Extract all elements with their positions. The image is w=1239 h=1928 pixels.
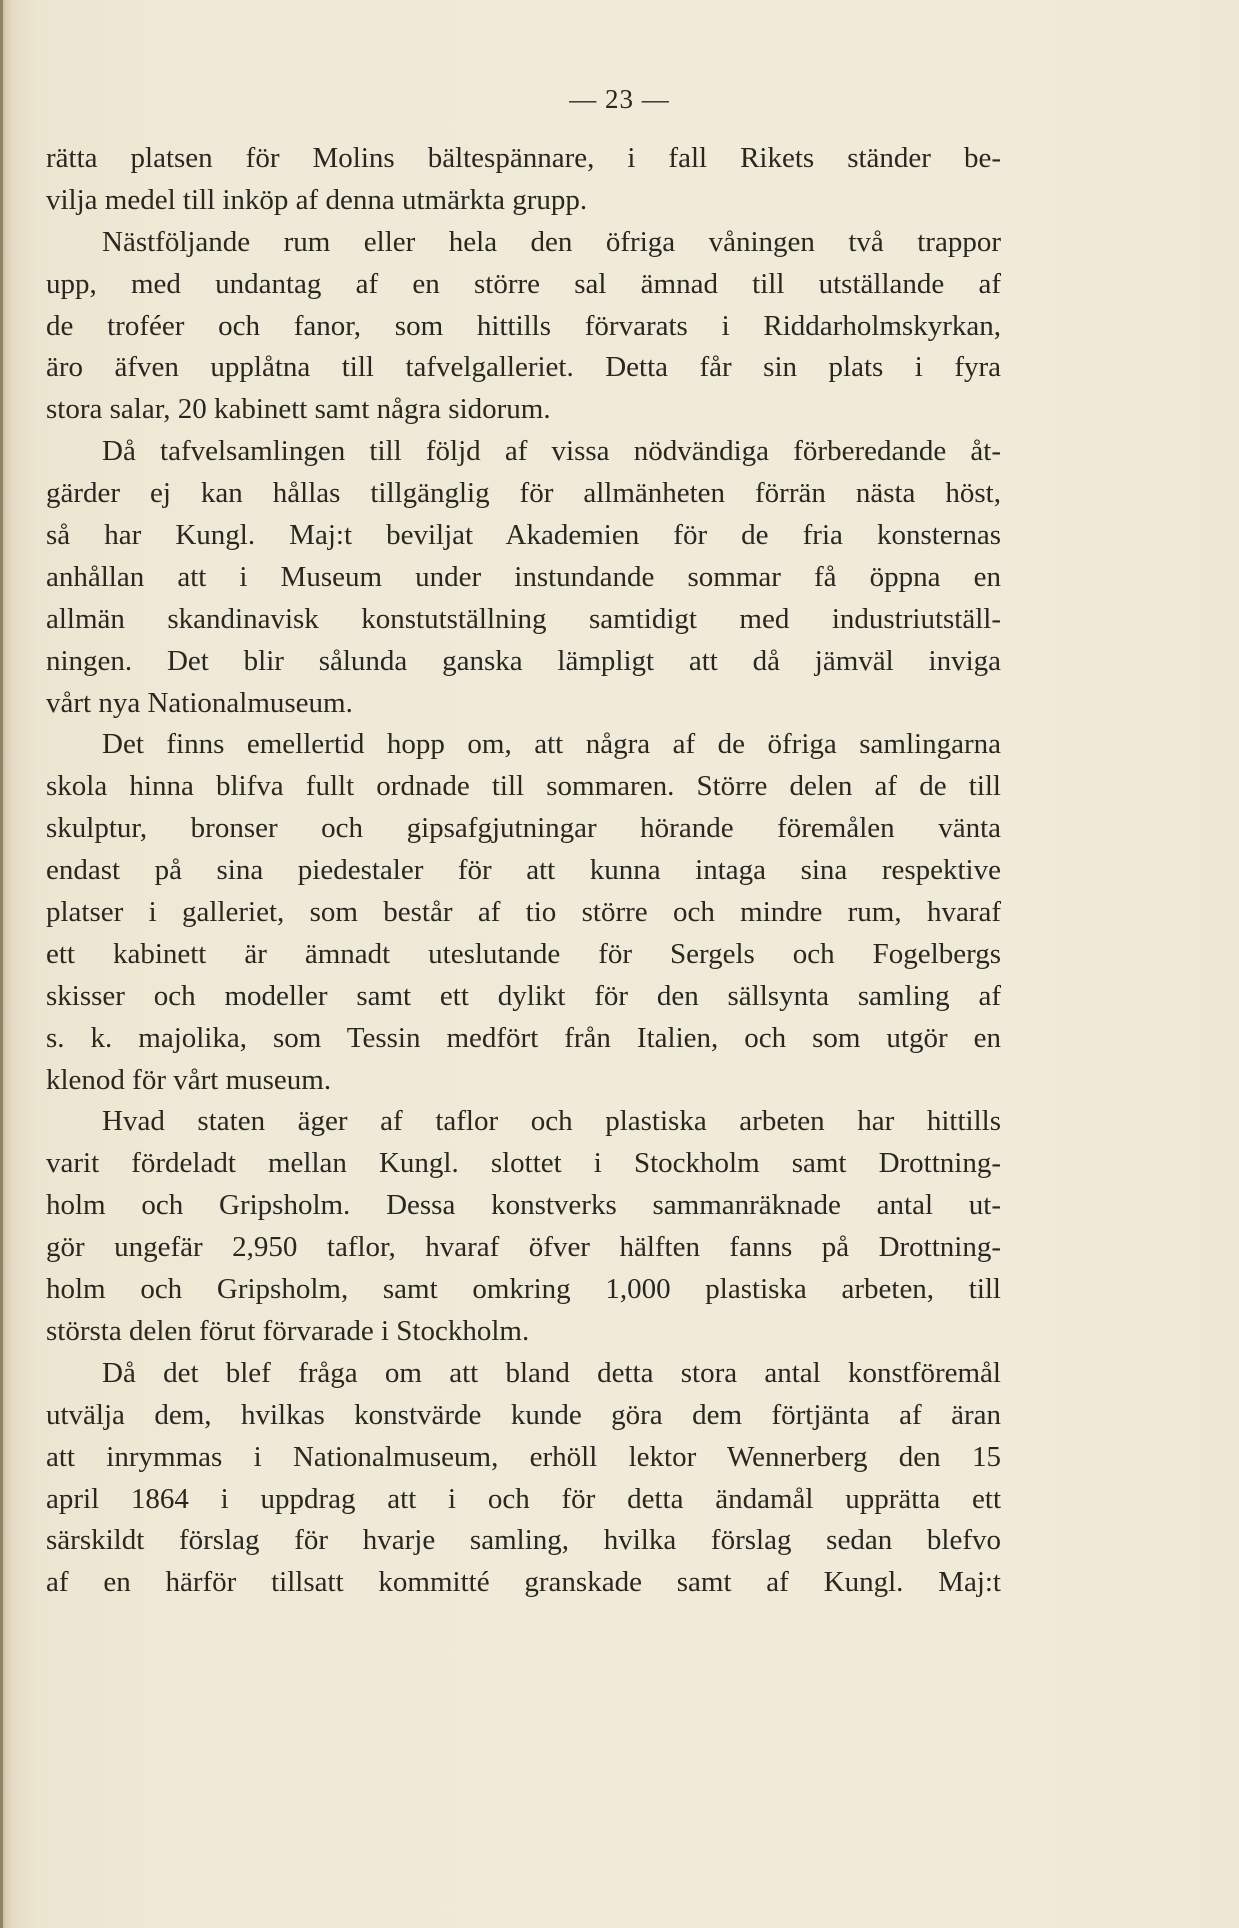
paragraph	[46, 1101, 1001, 1352]
text-line: holm och Gripsholm, samt omkring 1,000 plastiska arbeten, till	[46, 1273, 1001, 1306]
text-line: att inrymmas i Nationalmuseum, erhöll lektor Wennerberg den 15	[46, 1440, 1001, 1473]
text-line: Då tafvelsamlingen till följd af vissa nödvändiga förberedande åt-	[102, 435, 1001, 468]
text-line: holm och Gripsholm. Dessa konstverks sammanräknade antal ut-	[46, 1189, 1001, 1222]
text-line: endast på sina piedestaler för att kunna intaga sina respektive	[46, 854, 1001, 887]
text-line: rätta platsen för Molins bältespännare, i fall Rikets ständer be-	[46, 142, 1001, 174]
text-line: Det finns emellertid hopp om, att några af de öfriga samlingarna	[102, 728, 1001, 761]
text-line: de troféer och fanor, som hittills förvarats i Riddarholmskyrkan,	[46, 309, 1001, 342]
text-line: Då det blef fråga om att bland detta stora antal konstföremål	[102, 1356, 1001, 1389]
text-line: gör ungefär 2,950 taflor, hvaraf öfver hälften fanns på Drottning-	[46, 1231, 1001, 1264]
text-line: ett kabinett är ämnadt uteslutande för Sergels och Fogelbergs	[46, 937, 1001, 970]
text-line: af en härför tillsatt kommitté granskade samt af Kungl. Maj:t	[46, 1566, 1001, 1599]
text-line: skisser och modeller samt ett dylikt för den sällsynta samling af	[46, 979, 1001, 1012]
text-line: allmän skandinavisk konstutställning samtidigt med industriutställ-	[46, 602, 1001, 635]
text-line: ningen. Det blir sålunda ganska lämpligt att då jämväl inviga	[46, 644, 1001, 677]
text-line: så har Kungl. Maj:t beviljat Akademien för de fria konsternas	[46, 519, 1001, 552]
text-line: Nästföljande rum eller hela den öfriga våningen två trappor	[102, 225, 1001, 258]
text-line: särskildt förslag för hvarje samling, hvilka förslag sedan blefvo	[46, 1524, 1001, 1557]
text-line: klenod för vårt museum.	[46, 1063, 332, 1096]
text-line: stora salar, 20 kabinett samt några sidorum.	[46, 393, 551, 426]
text-line: äro äfven upplåtna till tafvelgalleriet. Detta får sin plats i fyra	[46, 351, 1001, 384]
text-line: anhållan att i Museum under instundande sommar få öppna en	[46, 560, 1001, 593]
text-line: Hvad staten äger af taflor och plastiska arbeten har hittills	[102, 1105, 1001, 1138]
paragraph	[46, 724, 1001, 1101]
text-line: skola hinna blifva fullt ordnade till sommaren. Större delen af de till	[46, 770, 1001, 803]
page-edge-shadow	[0, 0, 3, 1928]
text-line: upp, med undantag af en större sal ämnad till utställande af	[46, 267, 1001, 300]
text-line: utvälja dem, hvilkas konstvärde kunde göra dem förtjänta af äran	[46, 1398, 1001, 1431]
paragraph	[46, 138, 1001, 222]
text-line: april 1864 i uppdrag att i och för detta ändamål upprätta ett	[46, 1482, 1001, 1515]
text-line: skulptur, bronser och gipsafgjutningar hörande föremålen vänta	[46, 812, 1001, 845]
text-line: största delen förut förvarade i Stockholm.	[46, 1314, 530, 1347]
text-line: platser i galleriet, som består af tio större och mindre rum, hvaraf	[46, 896, 1001, 929]
paragraph	[46, 1353, 1001, 1604]
text-line: s. k. majolika, som Tessin medfört från Italien, och som utgör en	[46, 1021, 1001, 1054]
body-text	[46, 138, 1001, 1604]
paragraph	[46, 431, 1001, 724]
text-line: varit fördeladt mellan Kungl. slottet i Stockholm samt Drottning-	[46, 1147, 1001, 1180]
text-line: vårt nya Nationalmuseum.	[46, 686, 353, 719]
text-line: gärder ej kan hållas tillgänglig för allmänheten förrän nästa höst,	[46, 477, 1001, 510]
text-line: vilja medel till inköp af denna utmärkta grupp.	[46, 183, 588, 216]
paragraph	[46, 222, 1001, 431]
page-number: — 23 —	[569, 84, 670, 114]
